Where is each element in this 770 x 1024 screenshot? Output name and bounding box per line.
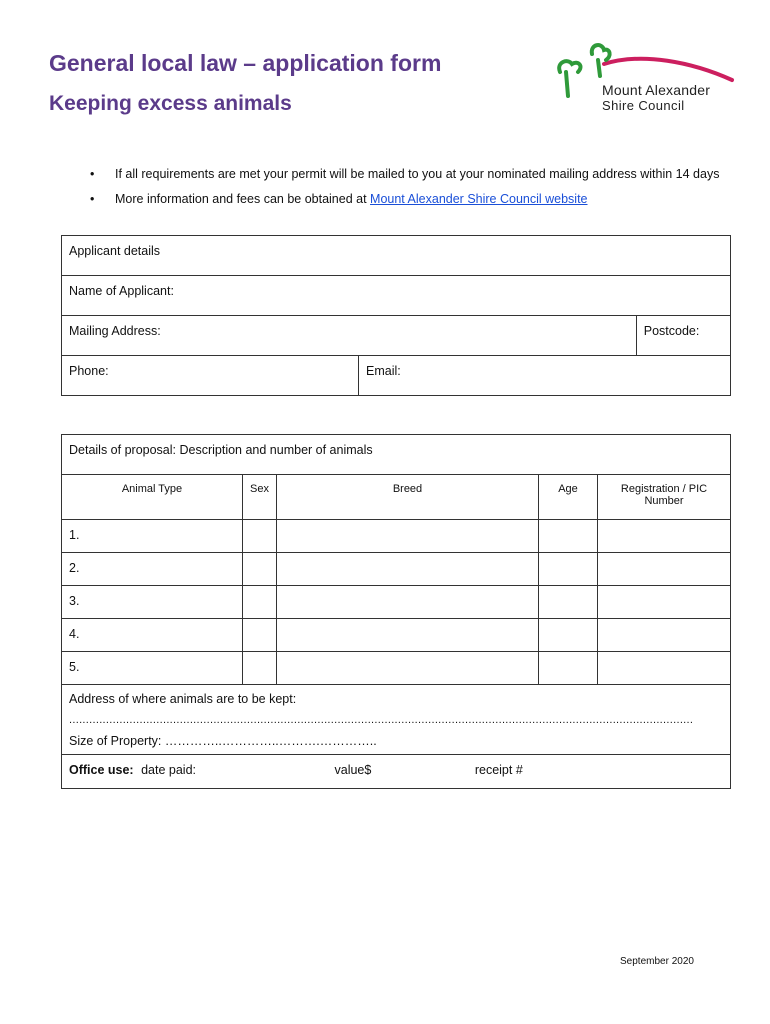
bullet-text: More information and fees can be obtained at	[115, 192, 371, 206]
cell[interactable]	[598, 586, 731, 619]
cell[interactable]	[539, 553, 598, 586]
proposal-header-row	[62, 475, 731, 520]
cell[interactable]	[539, 586, 598, 619]
cell[interactable]	[598, 520, 731, 553]
row-number[interactable]: 4.	[62, 619, 243, 652]
cell[interactable]	[539, 652, 598, 685]
bullet-item	[90, 166, 730, 183]
form-title: General local law – application form	[49, 50, 442, 76]
applicant-name-field[interactable]: Name of Applicant:	[62, 276, 731, 316]
cell[interactable]	[539, 619, 598, 652]
email-field[interactable]: Email:	[359, 356, 731, 396]
proposal-heading: Details of proposal: Description and number of animals	[62, 435, 731, 475]
animals-address-label: Address of where animals are to be kept:	[69, 692, 297, 706]
table-row	[62, 586, 731, 619]
council-website-link[interactable]: Mount Alexander Shire Council website	[370, 192, 588, 206]
cell[interactable]	[243, 553, 277, 586]
applicant-heading: Applicant details	[62, 236, 731, 276]
date-paid-label: date paid:	[141, 763, 197, 777]
row-number[interactable]: 3.	[62, 586, 243, 619]
table-row	[62, 652, 731, 685]
phone-field[interactable]: Phone:	[62, 356, 359, 396]
bullet-symbol: •	[90, 167, 95, 181]
cell[interactable]	[243, 652, 277, 685]
property-size-line	[69, 734, 723, 748]
cell[interactable]	[243, 586, 277, 619]
cell[interactable]	[243, 619, 277, 652]
cell[interactable]	[243, 520, 277, 553]
col-breed: Breed	[277, 475, 539, 520]
bullet-text: If all requirements are met your permit will be mailed to you at your nominated mailing address within 14 days	[115, 167, 720, 181]
row-number[interactable]: 2.	[62, 553, 243, 586]
animals-address-dots: ..........................................................................................................................................................................................	[69, 714, 694, 726]
office-use-row	[62, 755, 731, 789]
cell[interactable]	[277, 619, 539, 652]
cell[interactable]	[277, 520, 539, 553]
col-age: Age	[539, 475, 598, 520]
applicant-details-table	[61, 235, 731, 396]
cell[interactable]	[598, 652, 731, 685]
office-use-label: Office use:	[69, 763, 134, 777]
col-registration: Registration / PIC Number	[598, 475, 731, 520]
property-size-label: Size of Property:	[69, 734, 162, 748]
footer-date: September 2020	[620, 956, 694, 967]
postcode-field[interactable]: Postcode:	[636, 316, 730, 356]
table-row	[62, 553, 731, 586]
cell[interactable]	[277, 553, 539, 586]
row-number[interactable]: 5.	[62, 652, 243, 685]
col-animal-type: Animal Type	[62, 475, 243, 520]
col-sex: Sex	[243, 475, 277, 520]
animals-address-field[interactable]	[62, 685, 731, 755]
logo-text-line2: Shire Council	[602, 98, 685, 113]
row-number[interactable]: 1.	[62, 520, 243, 553]
value-label: value$	[334, 763, 372, 777]
cell[interactable]	[539, 520, 598, 553]
logo-text-line1: Mount Alexander	[602, 82, 711, 98]
cell[interactable]	[277, 586, 539, 619]
table-row	[62, 520, 731, 553]
bullet-symbol: •	[90, 192, 95, 206]
info-bullets	[90, 166, 730, 216]
table-row	[62, 619, 731, 652]
proposal-table	[61, 434, 731, 789]
property-size-dots: …………..…………..……….…………..	[164, 734, 377, 748]
form-subtitle: Keeping excess animals	[49, 92, 292, 115]
cell[interactable]	[277, 652, 539, 685]
mailing-address-field[interactable]: Mailing Address:	[62, 316, 637, 356]
cell[interactable]	[598, 619, 731, 652]
receipt-label: receipt #	[474, 763, 523, 777]
cell[interactable]	[598, 553, 731, 586]
bullet-item	[90, 191, 730, 208]
